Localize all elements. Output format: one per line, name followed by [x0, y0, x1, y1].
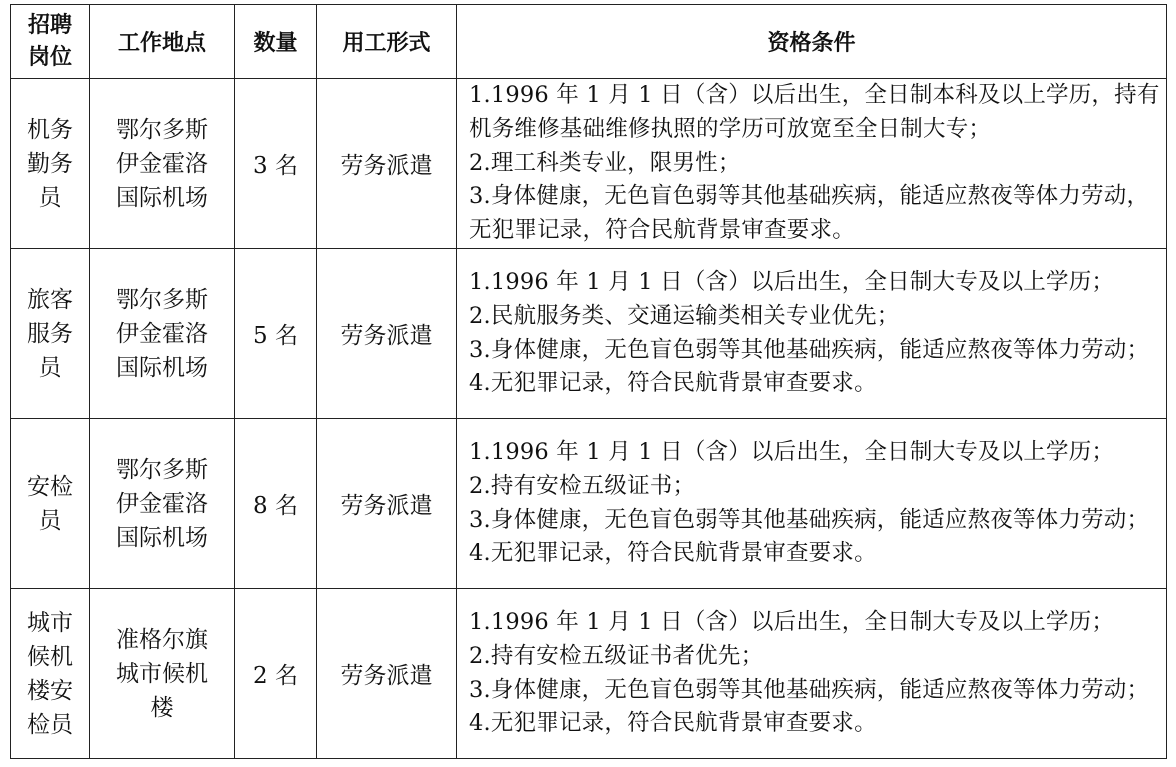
count-cell: 3 名: [235, 79, 317, 249]
employment-type-cell: 劳务派遣: [317, 249, 457, 419]
position-cell: 旅客服务员: [11, 249, 90, 419]
table-row: [11, 79, 1167, 249]
count-cell: 5 名: [235, 249, 317, 419]
header-type: 用工形式: [317, 5, 457, 79]
requirement-line: 4.无犯罪记录，符合民航背景审查要求。: [469, 540, 877, 567]
position-cell: 机务勤务员: [11, 79, 90, 249]
requirements-cell: [457, 249, 1167, 419]
position-cell: 城市候机楼安检员: [11, 589, 90, 759]
location-cell: 鄂尔多斯伊金霍洛国际机场: [90, 249, 235, 419]
table-row: [11, 249, 1167, 419]
requirement-line: 1.1996 年 1 月 1 日（含）以后出生，全日制本科及以上学历，持有机务维修基础维修执照的学历可放宽至全日制大专；: [469, 82, 1160, 142]
requirement-line: 2.理工科类专业，限男性；: [469, 149, 741, 176]
header-requirements: 资格条件: [457, 5, 1167, 79]
requirement-line: 2.民航服务类、交通运输类相关专业优先；: [469, 302, 900, 329]
requirement-line: 2.持有安检五级证书；: [469, 472, 696, 499]
position-cell: 安检员: [11, 419, 90, 589]
requirement-line: 4.无犯罪记录，符合民航背景审查要求。: [469, 370, 877, 397]
requirements-cell: [457, 79, 1167, 249]
location-cell: 鄂尔多斯伊金霍洛国际机场: [90, 419, 235, 589]
employment-type-cell: 劳务派遣: [317, 589, 457, 759]
location-cell: 鄂尔多斯伊金霍洛国际机场: [90, 79, 235, 249]
requirement-line: 3.身体健康，无色盲色弱等其他基础疾病，能适应熬夜等体力劳动；: [469, 676, 1150, 703]
header-location: 工作地点: [90, 5, 235, 79]
requirement-line: 3.身体健康，无色盲色弱等其他基础疾病，能适应熬夜等体力劳动，无犯罪记录，符合民航背景审查要求。: [469, 183, 1150, 244]
requirement-line: 1.1996 年 1 月 1 日（含）以后出生，全日制大专及以上学历；: [469, 608, 1115, 635]
requirement-line: 3.身体健康，无色盲色弱等其他基础疾病，能适应熬夜等体力劳动；: [469, 506, 1150, 533]
count-cell: 2 名: [235, 589, 317, 759]
count-cell: 8 名: [235, 419, 317, 589]
table-row: [11, 589, 1167, 759]
requirements-cell: [457, 589, 1167, 759]
requirement-line: 1.1996 年 1 月 1 日（含）以后出生，全日制大专及以上学历；: [469, 438, 1115, 465]
employment-type-cell: 劳务派遣: [317, 419, 457, 589]
employment-type-cell: 劳务派遣: [317, 79, 457, 249]
requirement-line: 2.持有安检五级证书者优先；: [469, 642, 764, 669]
table-header-row: [11, 5, 1167, 79]
recruitment-table: [10, 4, 1167, 759]
location-cell: 准格尔旗城市候机楼: [90, 589, 235, 759]
header-position: 招聘岗位: [11, 5, 90, 79]
requirements-cell: [457, 419, 1167, 589]
requirement-line: 4.无犯罪记录，符合民航背景审查要求。: [469, 710, 877, 737]
requirement-line: 1.1996 年 1 月 1 日（含）以后出生，全日制大专及以上学历；: [469, 268, 1115, 295]
requirement-line: 3.身体健康，无色盲色弱等其他基础疾病，能适应熬夜等体力劳动；: [469, 336, 1150, 363]
table-row: [11, 419, 1167, 589]
header-count: 数量: [235, 5, 317, 79]
